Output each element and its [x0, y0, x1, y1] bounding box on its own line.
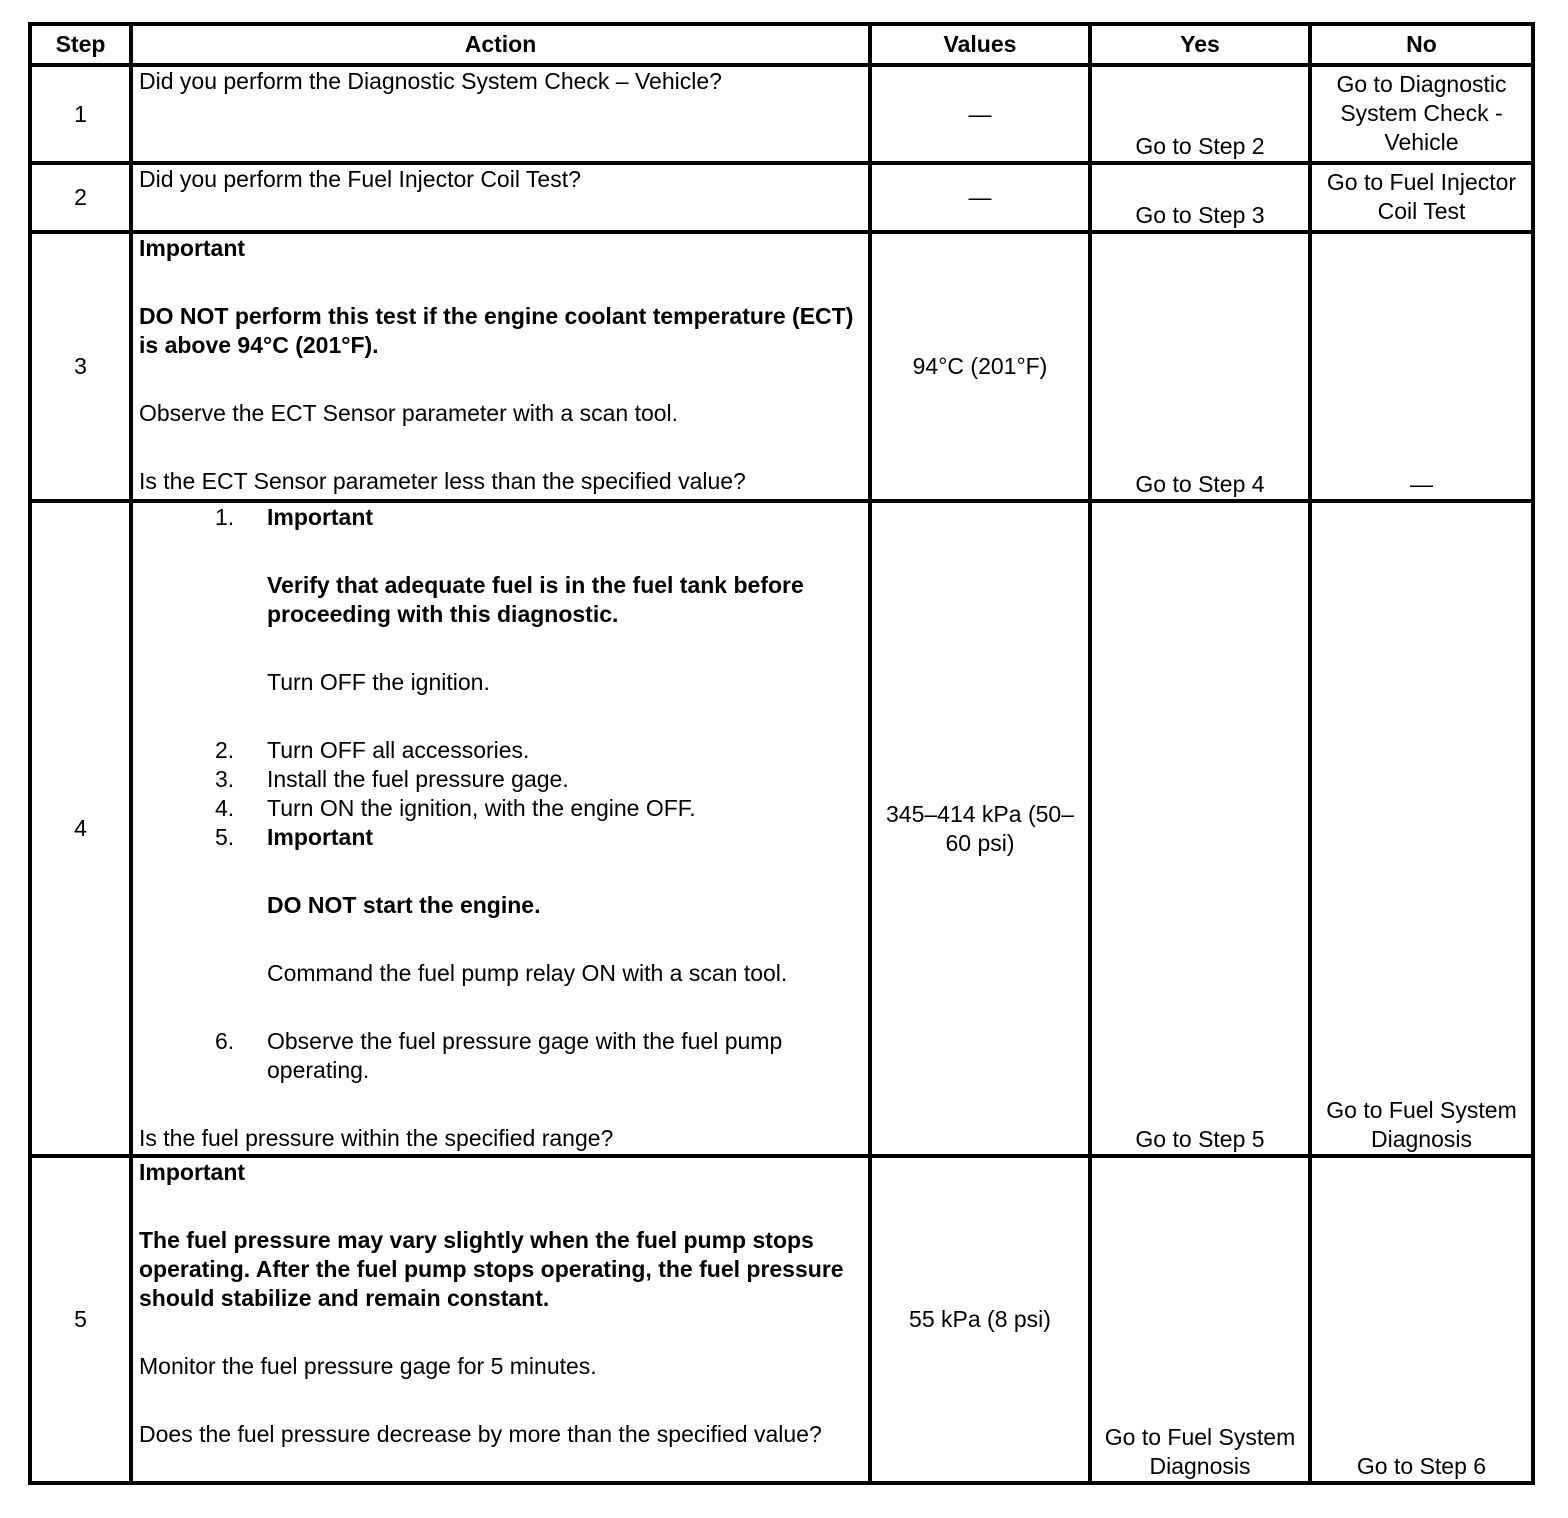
action-cell — [131, 501, 870, 1156]
list-number: 6. — [215, 1028, 235, 1054]
header-step: Step — [30, 24, 131, 65]
list-item-text: Observe the fuel pressure gage with the fuel pump operating. — [267, 1028, 783, 1083]
action-cell — [131, 232, 870, 501]
yes-cell: Go to Fuel System Diagnosis — [1090, 1156, 1310, 1483]
important-heading: Important — [139, 1159, 246, 1185]
header-no: No — [1310, 24, 1533, 65]
step-number: 4 — [30, 501, 131, 1156]
important-heading: Important — [139, 235, 246, 261]
values-cell: 94°C (201°F) — [870, 232, 1090, 501]
header-yes: Yes — [1090, 24, 1310, 65]
values-cell: 345–414 kPa (50–60 psi) — [870, 501, 1090, 1156]
table-row — [30, 1156, 1533, 1483]
step-number: 5 — [30, 1156, 131, 1483]
no-cell: Go to Diagnostic System Check - Vehicle — [1310, 65, 1533, 163]
no-cell: Go to Step 6 — [1310, 1156, 1533, 1483]
header-action: Action — [131, 24, 870, 65]
list-item — [139, 736, 862, 765]
list-item-text: Turn OFF the ignition. — [267, 669, 490, 695]
important-heading: Important — [267, 504, 374, 530]
action-cell — [131, 1156, 870, 1483]
list-item — [139, 794, 862, 823]
action-question: Does the fuel pressure decrease by more than the specified value? — [139, 1421, 822, 1447]
list-number: 2. — [215, 737, 235, 763]
yes-cell: Go to Step 3 — [1090, 163, 1310, 232]
no-cell: — — [1310, 232, 1533, 501]
list-item-text: Command the fuel pump relay ON with a scan tool. — [267, 960, 788, 986]
step-number: 2 — [30, 163, 131, 232]
list-number: 5. — [215, 824, 235, 850]
action-cell — [131, 65, 870, 163]
header-row — [30, 24, 1533, 65]
list-item — [139, 823, 862, 1027]
important-warning: Verify that adequate fuel is in the fuel tank before proceeding with this diagnostic. — [267, 572, 804, 627]
yes-cell: Go to Step 2 — [1090, 65, 1310, 163]
step-number: 1 — [30, 65, 131, 163]
action-question: Is the ECT Sensor parameter less than the specified value? — [139, 468, 746, 494]
action-question: Did you perform the Fuel Injector Coil Test? — [139, 166, 581, 192]
yes-cell: Go to Step 4 — [1090, 232, 1310, 501]
table-row — [30, 501, 1533, 1156]
values-cell: 55 kPa (8 psi) — [870, 1156, 1090, 1483]
action-cell — [131, 163, 870, 232]
list-item — [139, 503, 862, 736]
table-row — [30, 163, 1533, 232]
list-item — [139, 1027, 862, 1124]
no-cell: Go to Fuel System Diagnosis — [1310, 501, 1533, 1156]
no-cell: Go to Fuel Injector Coil Test — [1310, 163, 1533, 232]
list-item — [139, 765, 862, 794]
header-values: Values — [870, 24, 1090, 65]
action-question: Is the fuel pressure within the specified range? — [139, 1125, 614, 1151]
list-item-text: Turn OFF all accessories. — [267, 737, 530, 763]
yes-cell: Go to Step 5 — [1090, 501, 1310, 1156]
table-row — [30, 232, 1533, 501]
list-number: 3. — [215, 766, 235, 792]
diagnostic-table — [28, 22, 1535, 1485]
values-cell: — — [870, 163, 1090, 232]
action-instruction: Monitor the fuel pressure gage for 5 minutes. — [139, 1353, 597, 1379]
values-cell: — — [870, 65, 1090, 163]
procedure-list — [139, 503, 862, 1124]
step-number: 3 — [30, 232, 131, 501]
list-number: 4. — [215, 795, 235, 821]
important-warning: DO NOT perform this test if the engine coolant temperature (ECT) is above 94°C (201°F). — [139, 303, 854, 358]
important-warning: The fuel pressure may vary slightly when the fuel pump stops operating. After the fuel pump stops operating, the fuel pressure should stabilize and remain constant. — [139, 1227, 844, 1311]
list-item-text: Turn ON the ignition, with the engine OFF. — [267, 795, 696, 821]
important-heading: Important — [267, 824, 374, 850]
action-instruction: Observe the ECT Sensor parameter with a scan tool. — [139, 400, 679, 426]
important-warning: DO NOT start the engine. — [267, 892, 541, 918]
list-number: 1. — [215, 504, 235, 530]
list-item-text: Install the fuel pressure gage. — [267, 766, 569, 792]
table-row — [30, 65, 1533, 163]
action-question: Did you perform the Diagnostic System Check – Vehicle? — [139, 68, 722, 94]
